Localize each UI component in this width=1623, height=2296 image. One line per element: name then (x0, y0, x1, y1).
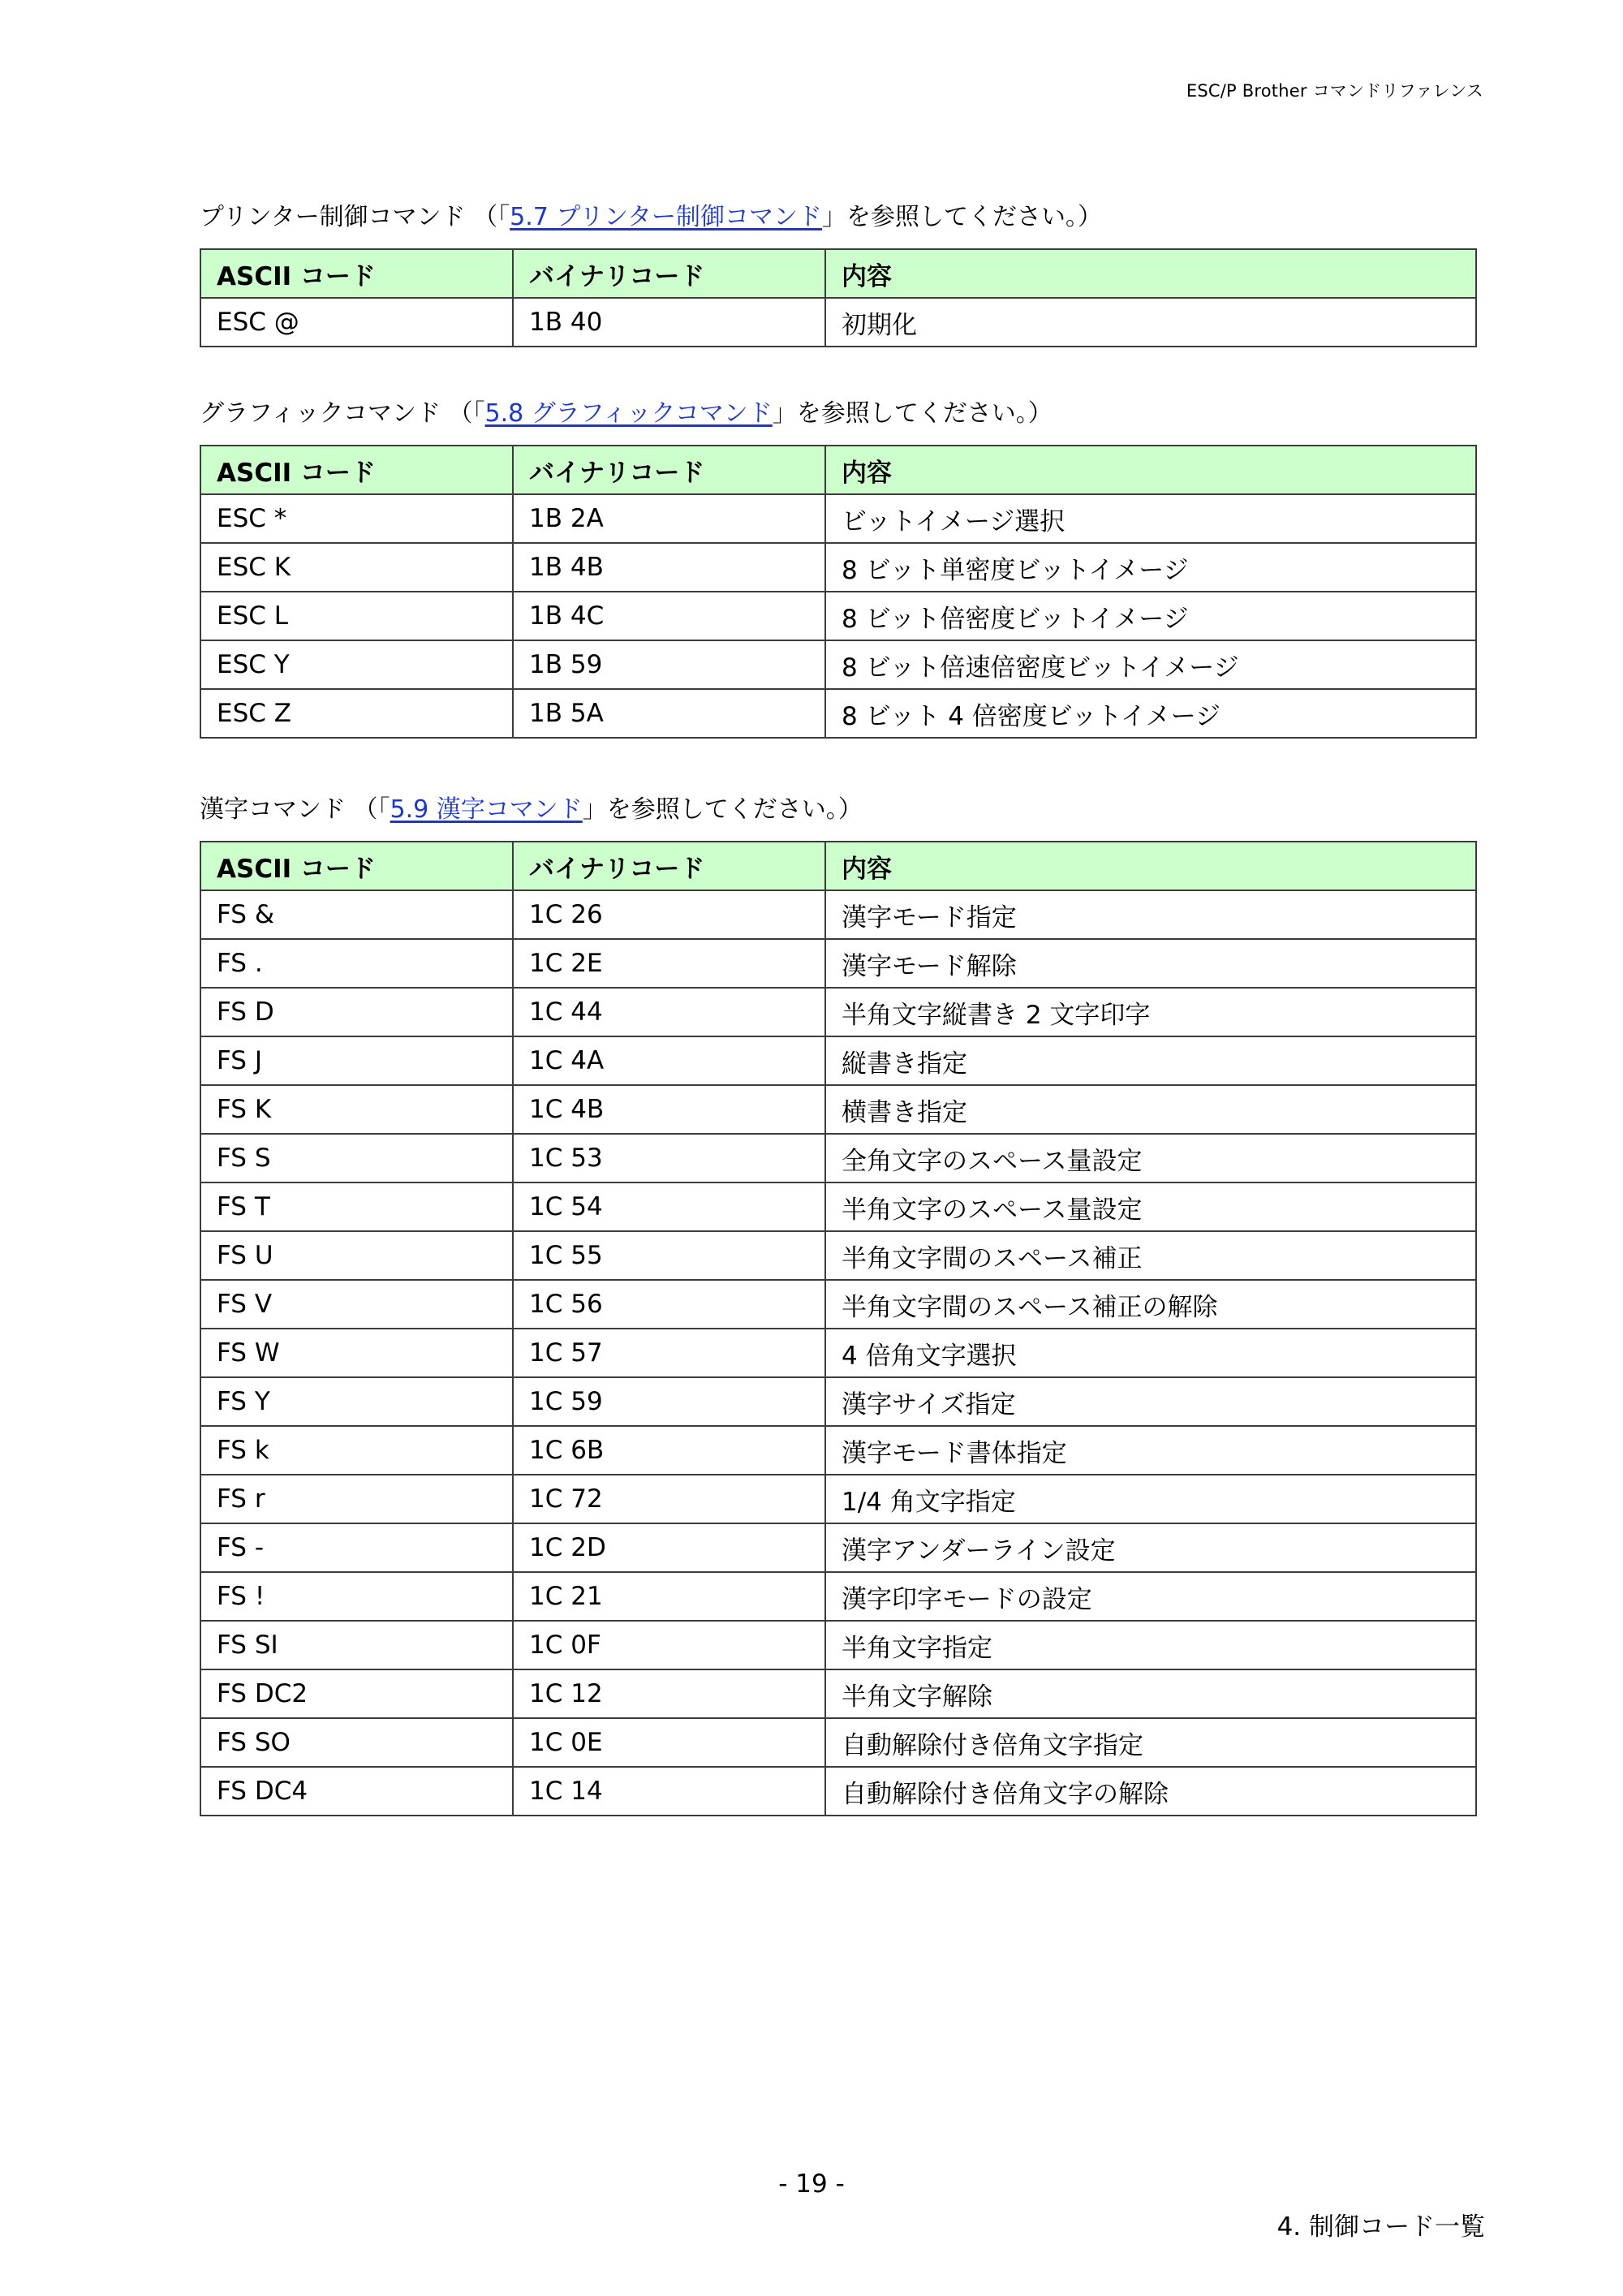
description-cell: 横書き指定 (825, 1085, 1476, 1134)
table-row (200, 1280, 1476, 1329)
command-table (200, 841, 1477, 1816)
binary-code-cell: 1C 4A (513, 1036, 825, 1085)
ascii-code-cell: FS T (200, 1182, 513, 1231)
section-title-prefix: 漢字コマンド （「 (200, 795, 390, 824)
ascii-code-cell: FS Y (200, 1377, 513, 1426)
section-title-suffix: 」を参照してください。） (772, 399, 1053, 428)
description-cell: 8 ビット 4 倍密度ビットイメージ (825, 689, 1476, 738)
binary-code-cell: 1C 56 (513, 1280, 825, 1329)
ascii-code-cell: FS k (200, 1426, 513, 1475)
description-cell: 漢字印字モードの設定 (825, 1572, 1476, 1621)
binary-code-cell: 1C 0F (513, 1621, 825, 1669)
table-row (200, 298, 1476, 347)
chapter-footer: 4. 制御コード一覧 (1276, 2212, 1485, 2242)
table-row (200, 1523, 1476, 1572)
binary-code-cell: 1C 57 (513, 1329, 825, 1377)
binary-code-cell: 1C 53 (513, 1134, 825, 1182)
table-row (200, 640, 1476, 689)
section-link[interactable]: 5.9 漢字コマンド (390, 795, 583, 824)
binary-code-cell: 1C 2D (513, 1523, 825, 1572)
ascii-code-cell: FS D (200, 988, 513, 1036)
binary-code-cell: 1C 55 (513, 1231, 825, 1280)
table-header-row (200, 446, 1476, 494)
table-row (200, 543, 1476, 592)
binary-code-cell: 1C 54 (513, 1182, 825, 1231)
description-cell: 漢字モード書体指定 (825, 1426, 1476, 1475)
ascii-code-cell: FS W (200, 1329, 513, 1377)
binary-code-cell: 1B 2A (513, 494, 825, 543)
description-cell: 半角文字解除 (825, 1669, 1476, 1718)
description-cell: 8 ビット倍速倍密度ビットイメージ (825, 640, 1476, 689)
ascii-code-cell: FS S (200, 1134, 513, 1182)
description-cell: ビットイメージ選択 (825, 494, 1476, 543)
ascii-code-cell: ESC Z (200, 689, 513, 738)
table-row (200, 1718, 1476, 1767)
section-title-suffix: 」を参照してください。） (822, 203, 1102, 231)
page-number: - 19 - (778, 2169, 845, 2199)
ascii-code-cell: FS r (200, 1475, 513, 1523)
table-header-row (200, 249, 1476, 298)
description-cell: 漢字アンダーライン設定 (825, 1523, 1476, 1572)
binary-code-cell: 1B 5A (513, 689, 825, 738)
header-ascii: ASCII コード (200, 446, 513, 494)
table-row (200, 1621, 1476, 1669)
section-title-prefix: グラフィックコマンド （「 (200, 399, 485, 428)
command-table (200, 445, 1477, 739)
section-title-suffix: 」を参照してください。） (582, 795, 863, 824)
ascii-code-cell: FS . (200, 939, 513, 988)
binary-code-cell: 1B 59 (513, 640, 825, 689)
binary-code-cell: 1C 14 (513, 1767, 825, 1816)
description-cell: 漢字モード解除 (825, 939, 1476, 988)
section-title (200, 201, 1477, 234)
section-printer-control (200, 201, 1477, 347)
command-table (200, 248, 1477, 347)
ascii-code-cell: FS K (200, 1085, 513, 1134)
description-cell: 初期化 (825, 298, 1476, 347)
table-row (200, 1377, 1476, 1426)
table-row (200, 1085, 1476, 1134)
ascii-code-cell: ESC L (200, 592, 513, 640)
binary-code-cell: 1C 2E (513, 939, 825, 988)
table-row (200, 988, 1476, 1036)
table-row (200, 592, 1476, 640)
description-cell: 半角文字のスペース量設定 (825, 1182, 1476, 1231)
description-cell: 自動解除付き倍角文字の解除 (825, 1767, 1476, 1816)
table-row (200, 1231, 1476, 1280)
description-cell: 8 ビット単密度ビットイメージ (825, 543, 1476, 592)
ascii-code-cell: FS ! (200, 1572, 513, 1621)
ascii-code-cell: ESC Y (200, 640, 513, 689)
table-row (200, 1329, 1476, 1377)
description-cell: 漢字サイズ指定 (825, 1377, 1476, 1426)
ascii-code-cell: FS DC4 (200, 1767, 513, 1816)
ascii-code-cell: ESC * (200, 494, 513, 543)
header-ascii: ASCII コード (200, 842, 513, 890)
table-row (200, 1036, 1476, 1085)
ascii-code-cell: FS SO (200, 1718, 513, 1767)
binary-code-cell: 1C 6B (513, 1426, 825, 1475)
section-link[interactable]: 5.8 グラフィックコマンド (484, 399, 773, 428)
binary-code-cell: 1C 44 (513, 988, 825, 1036)
binary-code-cell: 1C 0E (513, 1718, 825, 1767)
section-kanji (200, 794, 1477, 1816)
description-cell: 半角文字間のスペース補正 (825, 1231, 1476, 1280)
table-row (200, 1767, 1476, 1816)
binary-code-cell: 1C 26 (513, 890, 825, 939)
table-row (200, 1182, 1476, 1231)
header-content: 内容 (825, 249, 1476, 298)
section-graphics (200, 398, 1477, 739)
table-row (200, 890, 1476, 939)
binary-code-cell: 1B 4C (513, 592, 825, 640)
binary-code-cell: 1C 12 (513, 1669, 825, 1718)
description-cell: 8 ビット倍密度ビットイメージ (825, 592, 1476, 640)
description-cell: 自動解除付き倍角文字指定 (825, 1718, 1476, 1767)
description-cell: 1/4 角文字指定 (825, 1475, 1476, 1523)
running-header: ESC/P Brother コマンドリファレンス (1186, 81, 1483, 101)
description-cell: 縦書き指定 (825, 1036, 1476, 1085)
header-binary: バイナリコード (513, 842, 825, 890)
header-ascii: ASCII コード (200, 249, 513, 298)
description-cell: 4 倍角文字選択 (825, 1329, 1476, 1377)
ascii-code-cell: ESC K (200, 543, 513, 592)
section-title (200, 794, 1477, 826)
description-cell: 半角文字間のスペース補正の解除 (825, 1280, 1476, 1329)
header-content: 内容 (825, 842, 1476, 890)
table-row (200, 1572, 1476, 1621)
ascii-code-cell: FS V (200, 1280, 513, 1329)
binary-code-cell: 1B 4B (513, 543, 825, 592)
binary-code-cell: 1C 4B (513, 1085, 825, 1134)
table-row (200, 1134, 1476, 1182)
ascii-code-cell: FS - (200, 1523, 513, 1572)
header-content: 内容 (825, 446, 1476, 494)
ascii-code-cell: ESC @ (200, 298, 513, 347)
section-title-prefix: プリンター制御コマンド （「 (200, 203, 510, 231)
header-binary: バイナリコード (513, 446, 825, 494)
description-cell: 全角文字のスペース量設定 (825, 1134, 1476, 1182)
section-title (200, 398, 1477, 430)
header-binary: バイナリコード (513, 249, 825, 298)
ascii-code-cell: FS SI (200, 1621, 513, 1669)
section-link[interactable]: 5.7 プリンター制御コマンド (510, 203, 822, 231)
description-cell: 半角文字指定 (825, 1621, 1476, 1669)
description-cell: 漢字モード指定 (825, 890, 1476, 939)
table-row (200, 494, 1476, 543)
ascii-code-cell: FS U (200, 1231, 513, 1280)
description-cell: 半角文字縦書き 2 文字印字 (825, 988, 1476, 1036)
binary-code-cell: 1C 59 (513, 1377, 825, 1426)
ascii-code-cell: FS J (200, 1036, 513, 1085)
table-row (200, 1426, 1476, 1475)
table-header-row (200, 842, 1476, 890)
table-row (200, 689, 1476, 738)
table-row (200, 939, 1476, 988)
ascii-code-cell: FS DC2 (200, 1669, 513, 1718)
ascii-code-cell: FS & (200, 890, 513, 939)
binary-code-cell: 1C 21 (513, 1572, 825, 1621)
binary-code-cell: 1B 40 (513, 298, 825, 347)
binary-code-cell: 1C 72 (513, 1475, 825, 1523)
table-row (200, 1475, 1476, 1523)
table-row (200, 1669, 1476, 1718)
